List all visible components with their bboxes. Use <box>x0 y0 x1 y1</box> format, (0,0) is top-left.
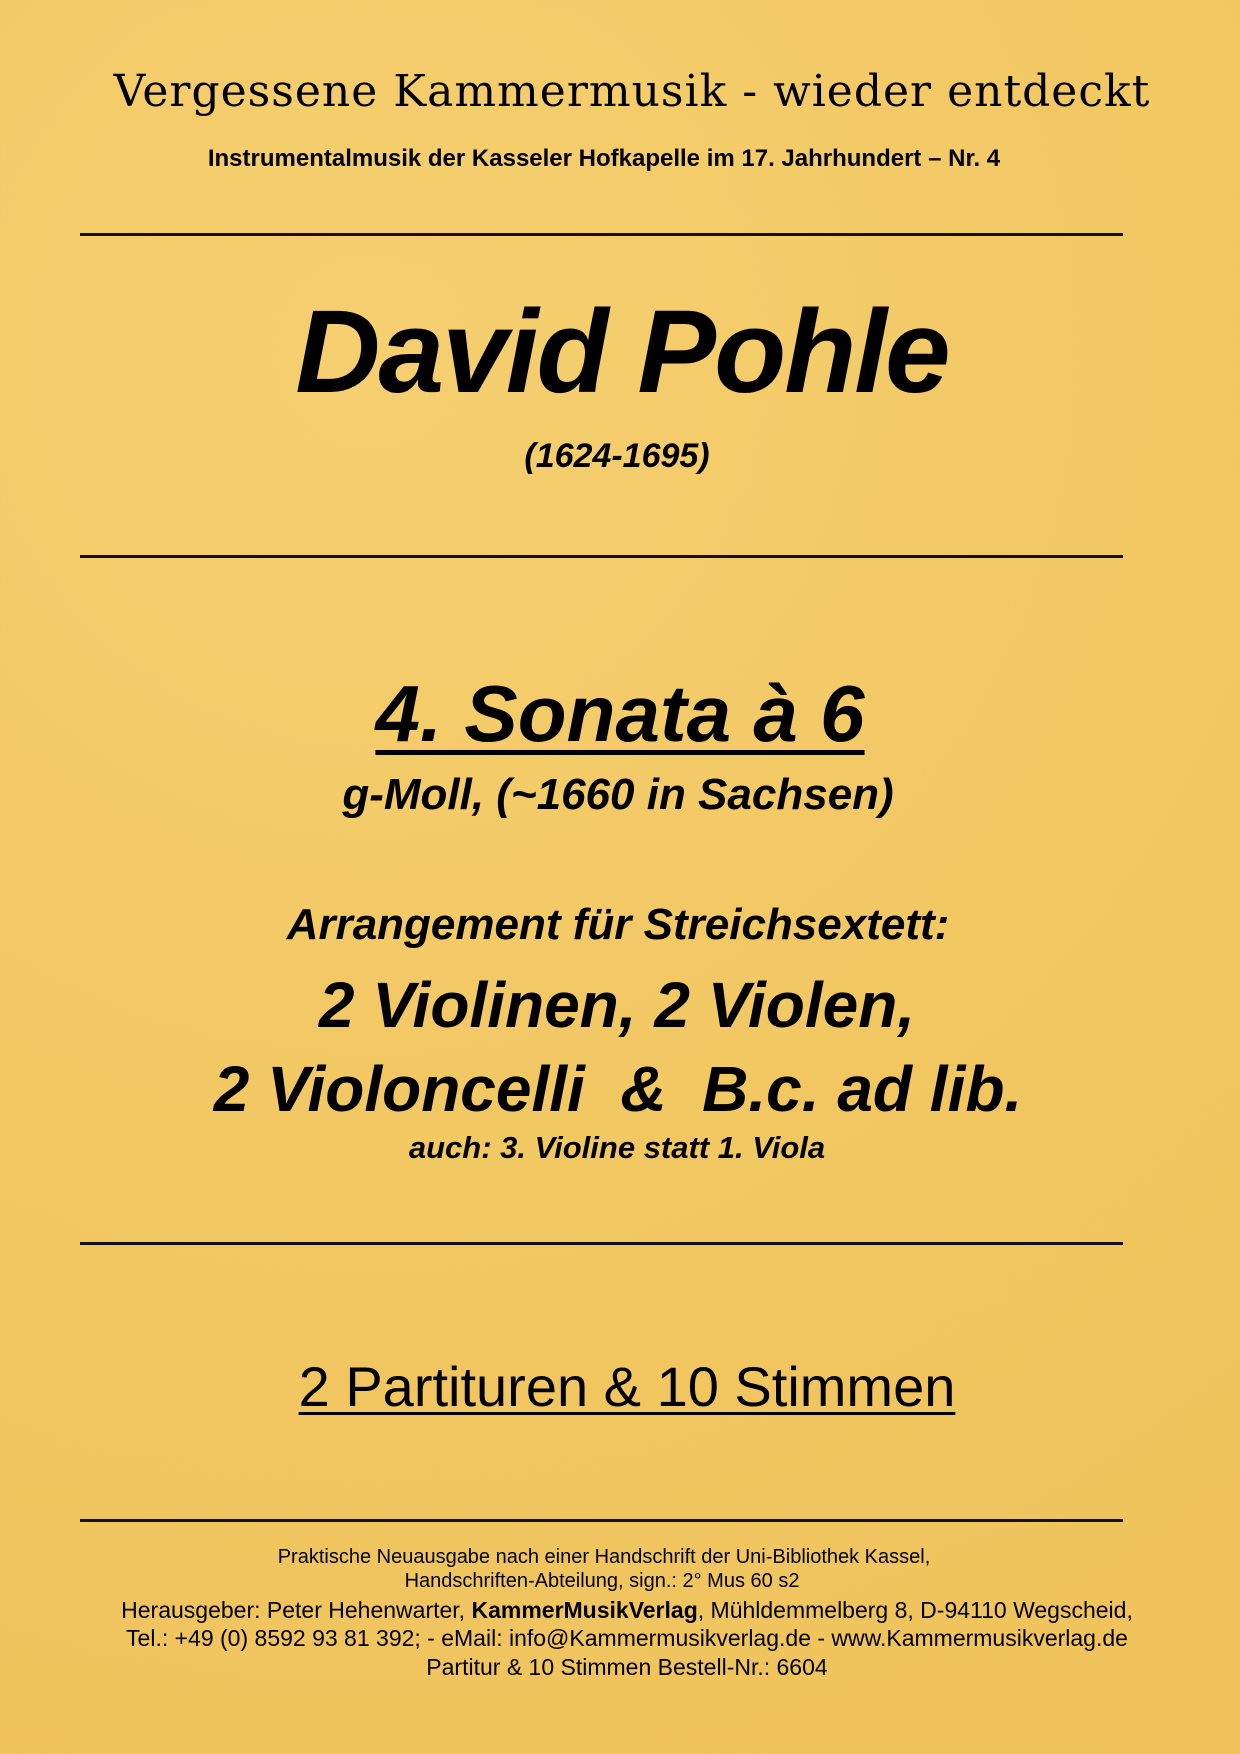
source-line-2: Handschriften-Abteilung, sign.: 2° Mus 60 s2 <box>404 1570 800 1592</box>
instrumentation-line-2: 2 Violoncelli & B.c. ad lib. <box>213 1053 1023 1125</box>
divider-rule <box>80 1519 1123 1522</box>
source-line-1: Praktische Neuausgabe nach einer Handschrift der Uni-Bibliothek Kassel, <box>277 1546 931 1568</box>
order-number: Partitur & 10 Stimmen Bestell-Nr.: 6604 <box>426 1654 828 1680</box>
alternative-instrument-note: auch: 3. Violine statt 1. Viola <box>408 1130 826 1165</box>
arrangement-heading: Arrangement für Streichsextett: <box>286 900 950 949</box>
instrumentation-line-1: 2 Violinen, 2 Violen, <box>318 969 916 1041</box>
work-title-text: 4. Sonata à 6 <box>375 669 865 758</box>
divider-rule <box>80 1242 1123 1245</box>
series-title: Vergessene Kammermusik - wieder entdeckt <box>113 66 1151 117</box>
contact-line: Tel.: +49 (0) 8592 93 81 392; - eMail: info@Kammermusikverlag.de - www.Kammermusikverlag.de <box>126 1625 1128 1651</box>
divider-rule <box>80 555 1123 558</box>
publisher-line <box>7 1596 1240 1624</box>
divider-rule <box>80 233 1123 236</box>
work-title <box>0 668 1240 760</box>
edition-contents-text: 2 Partituren & 10 Stimmen <box>298 1355 956 1418</box>
work-key-info: g-Moll, (~1660 in Sachsen) <box>342 770 894 819</box>
publisher-prefix: Herausgeber: Peter Hehenwarter, <box>121 1597 472 1623</box>
composer-dates: (1624-1695) <box>524 437 710 475</box>
series-subtitle: Instrumentalmusik der Kasseler Hofkapelle im 17. Jahrhundert – Nr. 4 <box>207 145 1001 172</box>
edition-contents <box>7 1354 1240 1419</box>
publisher-name: KammerMusikVerlag <box>471 1597 698 1623</box>
composer-name: David Pohle <box>295 286 949 418</box>
publisher-address: , Mühldemmelberg 8, D-94110 Wegscheid, <box>697 1597 1133 1623</box>
